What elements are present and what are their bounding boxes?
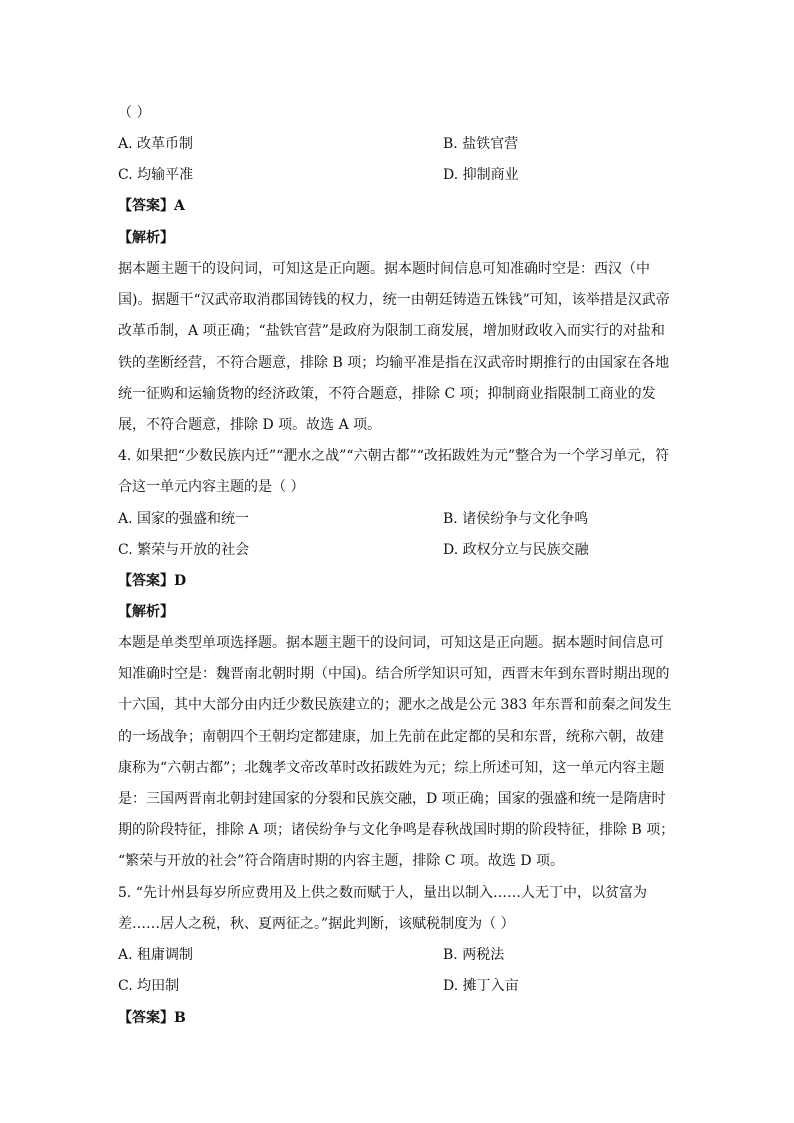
q3-analysis-line: 改革币制，A 项正确；“盐铁官营”是政府为限制工商发展，增加财政收入而实行的对盐和 bbox=[118, 323, 665, 340]
q4-analysis bbox=[118, 633, 678, 883]
q4-option-d: D. 政权分立与民族交融 bbox=[443, 542, 589, 558]
q4-answer: 【答案】D bbox=[118, 573, 187, 589]
q4-analysis-line: 本题是单类型单项选择题。据本题主题干的设问词，可知这是正向题。据本题时间信息可 bbox=[118, 635, 664, 651]
q4-option-a: A. 国家的强盛和统一 bbox=[118, 511, 250, 527]
q4-analysis-line: 知准确时空是：魏晋南北朝时期（中国)。结合所学知识可知，西晋末年到东晋时期出现的 bbox=[118, 666, 670, 683]
q3-analysis-line: 展，不符合题意，排除 D 项。故选 A 项。 bbox=[118, 416, 382, 433]
q5-option-d: D. 摊丁入亩 bbox=[443, 978, 519, 994]
q5-stem bbox=[118, 883, 678, 945]
q3-analysis-label: 【解析】 bbox=[118, 230, 174, 246]
q3-analysis-line: 据本题主题干的设问词，可知这是正向题。据本题时间信息可知准确时空是：西汉（中 bbox=[118, 261, 650, 277]
q4-analysis-line: 十六国，其中大部分由内迁少数民族建立的；淝水之战是公元 383 年东晋和前秦之间发生 bbox=[118, 697, 672, 714]
q4-stem bbox=[118, 446, 678, 508]
q3-analysis-line: 铁的垄断经营，不符合题意，排除 B 项；均输平准是指在汉武帝时期推行的由国家在各地 bbox=[118, 354, 670, 371]
q5-answer: 【答案】B bbox=[118, 1010, 186, 1026]
q3-answer: 【答案】A bbox=[118, 198, 185, 214]
q4-option-c: C. 繁荣与开放的社会 bbox=[118, 542, 250, 558]
q5-option-c: C. 均田制 bbox=[118, 978, 180, 994]
q3-option-d: D. 抑制商业 bbox=[443, 167, 519, 183]
q3-option-a: A. 改革币制 bbox=[118, 136, 194, 152]
q5-stem-line: 差……居人之税，秋、夏两征之。”据此判断，该赋税制度为（ ） bbox=[118, 916, 515, 933]
q4-analysis-line: 的一场战争；南朝四个王朝均定都建康，加上先前在此定都的吴和东晋，统称六朝，故建 bbox=[118, 728, 664, 745]
q3-option-c: C. 均输平准 bbox=[118, 167, 194, 183]
q3-stem-tail: （ ） bbox=[118, 105, 151, 121]
q5-option-b: B. 两税法 bbox=[443, 947, 505, 963]
q5-stem-line: 5. “先计州县每岁所应费用及上供之数而赋于人，量出以制入……人无丁中，以贫富为 bbox=[118, 885, 647, 901]
q4-analysis-line: “繁荣与开放的社会”符合隋唐时期的内容主题，排除 C 项。故选 D 项。 bbox=[118, 853, 565, 870]
q3-option-b: B. 盐铁官营 bbox=[443, 136, 519, 152]
q3-analysis-line: 统一征购和运输货物的经济政策，不符合题意，排除 C 项；抑制商业指限制工商业的发 bbox=[118, 385, 656, 402]
q5-option-a: A. 租庸调制 bbox=[118, 947, 194, 963]
q4-analysis-line: 是：三国两晋南北朝封建国家的分裂和民族交融，D 项正确；国家的强盛和统一是隋唐时 bbox=[118, 790, 666, 807]
q4-analysis-line: 期的阶段特征，排除 A 项；诸侯纷争与文化争鸣是春秋战国时期的阶段特征，排除 B 项； bbox=[118, 822, 675, 839]
q4-analysis-label: 【解析】 bbox=[118, 604, 174, 620]
q3-analysis bbox=[118, 259, 678, 446]
q4-analysis-line: 康称为“六朝古都”；北魏孝文帝改革时改拓跋姓为元；综上所述可知，这一单元内容主题 bbox=[118, 759, 665, 776]
q4-option-b: B. 诸侯纷争与文化争鸣 bbox=[443, 511, 589, 527]
q3-analysis-line: 国)。据题干“汉武帝取消郡国铸钱的权力，统一由朝廷铸造五铢钱”可知，该举措是汉武帝 bbox=[118, 292, 670, 309]
q4-stem-line: 4. 如果把“少数民族内迁”“淝水之战”“六朝古都”“改拓跋姓为元”整合为一个学习单元，符 bbox=[118, 448, 670, 464]
q4-stem-line: 合这一单元内容主题的是（ ） bbox=[118, 479, 305, 496]
